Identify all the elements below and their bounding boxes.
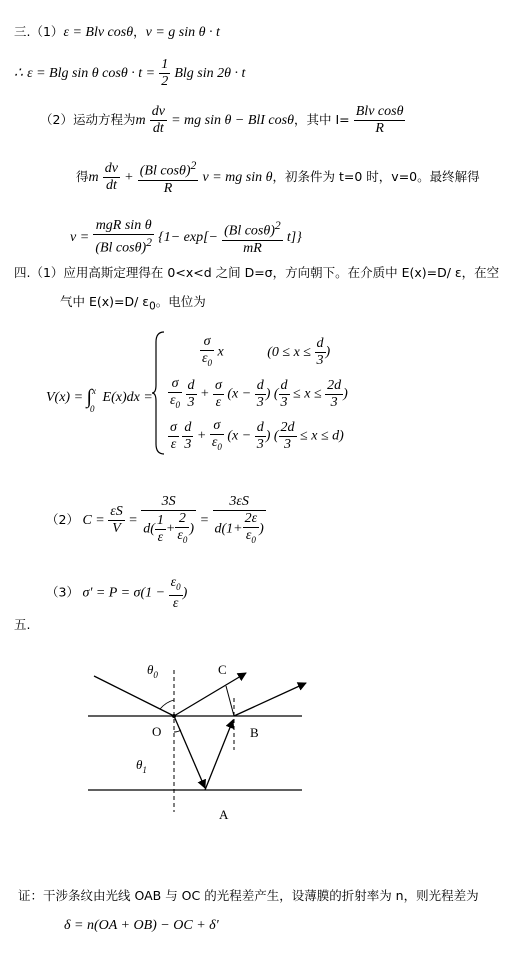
mass-symbol: m [135,113,146,128]
r3-2d: 2d [280,419,295,435]
optical-path-difference: δ = n(OA + OB) − OC + δ' [64,918,219,933]
s3-part2-line [40,104,405,137]
s5-proof-text: 证：干涉条纹由光线 OAB 与 OC 的光程差产生，设薄膜的折射率为 n，则光程差为 [18,888,479,903]
r2-le: ≤ x ≤ [293,386,322,402]
r3-three-c: 3 [284,436,292,452]
c-num3: 3εS [213,494,266,511]
incident-ray [94,676,174,716]
r3-sigma: σ [170,419,177,435]
r2-eps0-base: ε [170,393,176,408]
c-eps0-sub: 0 [182,534,188,545]
point-B-label: B [250,725,259,740]
therefore-symbol: ∴ [14,66,23,81]
c-den3-open: d(1+ [214,521,243,537]
r3-d: d [184,419,192,435]
r3-sigma-eps0 [210,418,224,455]
r3-range: ≤ x ≤ d) [300,428,344,444]
exp-close: t]} [286,229,302,245]
potential-intro: 。电位为 [155,294,206,309]
r3-eps0-sub: 0 [217,441,222,452]
c-frac1 [108,504,125,537]
dt: dt [152,121,164,136]
d: d [316,335,324,351]
point-O-label: O [152,724,162,739]
r2-three: 3 [187,394,195,410]
solution-den [93,235,154,257]
theta1-arc [174,730,181,732]
dv: dv [151,104,165,119]
r2-d-b: d [256,377,264,393]
s3-part1-line2 [14,57,245,90]
c-den3-frac [243,511,260,548]
half-num: 1 [161,57,169,72]
solution-fraction [93,218,154,257]
current-num: Blv cosθ [355,104,404,119]
c-num2: 3S [141,494,196,511]
sigma-eps0-frac [200,334,214,371]
theta1-label [136,757,147,775]
emf-expanded-a: ε = Blg sin θ cosθ · t = [27,66,156,81]
point-C-label: C [218,662,227,677]
velocity-lhs: v = [70,229,90,245]
r2-d: d [187,377,195,393]
eps0-sub: 0 [149,300,156,313]
v-of-x: V(x) = [46,390,84,405]
polarization-line [46,575,187,612]
point-O-dot [172,714,176,718]
row1-close: ) [325,344,331,360]
half-den: 2 [161,74,169,89]
motion-rhs: = mg sin θ − BlI cosθ [171,113,294,128]
s3-part1-line1 [14,23,220,42]
r2-eps0 [168,393,182,413]
dvdt-fraction-2 [103,161,120,194]
c-num1: εS [110,504,123,520]
r3-eps0 [210,435,224,455]
current-where: ，其中 I= [293,112,350,127]
c-eq1: = [128,513,138,529]
s4-part1-line1: 四.（1）应用高斯定理得在 0<x<d 之间 D=σ，方向朝下。在介质中 E(x)=D/ ε，在空 [14,265,500,280]
r2-sigma-b: σ [214,377,222,393]
s3-solution-line [70,218,302,257]
row1-cond: (0 ≤ x ≤ [267,344,311,360]
s3-part2-label: （2）运动方程为 [40,112,136,127]
theta1-base: θ [136,757,143,772]
r2-close: ) [343,386,348,402]
pol-close: ) [182,585,188,601]
r2-d3-c [279,378,290,411]
piecewise-row-2 [168,376,348,413]
s5-heading: 五. [14,617,31,632]
plus-sign: + [124,169,134,185]
r3-plus: + [196,428,207,444]
solution-den-exp: 2 [146,236,152,249]
c-den2-a [155,513,166,546]
exp-open: {1− exp[− [158,229,218,245]
exp-fraction [222,218,283,257]
exp-num [222,218,283,241]
pol-num-base: ε [170,575,177,590]
c-den3 [213,511,266,548]
initial-condition-text: ，初条件为 t=0 时，v=0。最终解得 [272,168,480,184]
r2-eps: ε [215,394,222,410]
r3-three-b: 3 [256,436,264,452]
sigma: σ [200,334,214,351]
current-den: R [375,121,384,136]
r3-eps: ε [170,436,177,452]
c-frac3 [213,494,266,548]
ode-rhs: v = mg sin θ [202,169,273,185]
emf-expanded-b: Blg sin 2θ · t [174,66,246,81]
integral-sign: ∫ [86,386,93,408]
eps0-base: ε [202,351,208,366]
integrand: E(x)dx = [102,390,153,405]
r2-2d3 [325,378,343,411]
dv-2: dv [104,160,118,176]
r3-2d3 [279,420,297,453]
r2-plus: + [200,386,210,402]
c-den2-open: d( [143,521,155,537]
r3-d-b: d [256,419,264,435]
c-eq2: = [199,513,210,529]
pol-num-sub: 0 [176,581,181,592]
r3-d3-b [255,420,266,453]
polarization-frac [169,575,183,612]
pol-num [169,575,183,596]
int-upper: x [92,386,97,396]
exp-den: mR [243,240,262,256]
r2-d-c: d [280,377,288,393]
c-2eps: 2ε [244,511,258,526]
d-over-3 [315,336,326,369]
damping-num [138,158,199,181]
c-two: 2 [175,511,189,528]
theta0-label [147,662,158,680]
s4-part3-label: （3） [46,584,79,600]
eps0 [200,351,214,371]
point-A-label: A [219,807,229,822]
int-lower: 0 [90,404,95,414]
c-eps0 [175,528,189,548]
theta0-base: θ [147,662,154,677]
theta1-sub: 1 [142,765,147,775]
r2-d3 [186,378,197,411]
r2-mid: (x − [227,386,252,402]
r3-sigma-eps [168,420,179,453]
dt-2: dt [105,177,117,193]
c-den2-b [175,511,189,548]
r2-d3-b [255,378,266,411]
s4-part1-line2 [60,293,206,316]
s3-part3-line [76,158,480,197]
c-lhs: C = [82,513,105,529]
solution-num: mgR sin θ [93,218,154,235]
c-den1: V [112,521,121,537]
c-eps0-b [243,528,260,548]
wavefront-BC [226,686,234,716]
emerging-ray [234,683,306,716]
c-eps0-base: ε [177,528,183,543]
piecewise-row-1 [200,334,330,371]
refracted-ray-OA [174,716,205,788]
s3-part1-label: 三.（1） [14,24,64,39]
dvdt-fraction [150,104,167,137]
theta0-sub: 0 [153,670,158,680]
r2-sigma-eps0 [168,376,182,413]
ray-AB [205,720,233,790]
air-field-text: 气中 E(x)=D/ ε [60,294,150,309]
pol-den: ε [172,595,179,611]
mass-symbol-2: m [88,169,99,185]
c-one: 1 [156,512,164,528]
solution-den-base: (Bl cosθ) [95,240,147,256]
c-eps0-b-base: ε [245,528,252,543]
reflected-ray-OC [174,673,246,716]
r2-three-c: 3 [280,394,288,410]
theta0-arc [160,700,174,709]
damping-den: R [163,180,173,196]
c-frac2 [141,494,196,548]
r2-eps0-sub: 0 [175,399,181,410]
damping-fraction [138,158,199,197]
r3-eps0-base: ε [211,435,218,450]
exp-num-exp: 2 [274,219,281,232]
comma: ， [133,24,146,39]
get-text: 得 [76,168,89,184]
c-eps: ε [157,529,164,545]
r3-mid: (x − [227,428,252,444]
capacitance-line [46,494,266,548]
emf-equation: ε = Blv cosθ [63,25,134,40]
potential-lhs [46,386,153,414]
r2-three-b: 3 [256,394,264,410]
velocity-equation: v = g sin θ · t [145,25,220,40]
damping-num-base: (Bl cosθ) [139,163,191,179]
c-den2-close: ) [189,521,195,537]
r2-sigma-eps [213,378,224,411]
r2-three-d: 3 [330,394,338,410]
r3-three: 3 [184,436,192,452]
three: 3 [316,352,324,368]
r3-d3 [182,420,193,453]
r3-sigma-b: σ [210,418,224,435]
c-den3-close: ) [259,521,264,537]
current-fraction [354,104,406,137]
half-fraction [159,57,170,90]
x-var: x [217,344,224,360]
c-eps0-b-sub: 0 [251,534,256,545]
r3-cond: ) ( [265,428,279,444]
r2-cond: ) ( [265,386,279,402]
s4-part2-label: （2） [46,512,79,528]
eps0-sub: 0 [207,357,213,368]
damping-num-exp: 2 [190,159,197,172]
piecewise-row-3 [168,418,344,455]
r2-2d: 2d [327,377,342,393]
exp-num-base: (Bl cosθ) [224,223,275,239]
piecewise-brace [152,330,166,456]
c-den2: d( $\frac{1}{\varepsilon}$ + $\frac{2}{\varepsilon_0}$ ) [141,511,196,548]
r2-sigma: σ [168,376,182,393]
polarization-eq: σ' = P = σ(1 − [82,585,166,601]
thin-film-diagram [0,640,530,840]
